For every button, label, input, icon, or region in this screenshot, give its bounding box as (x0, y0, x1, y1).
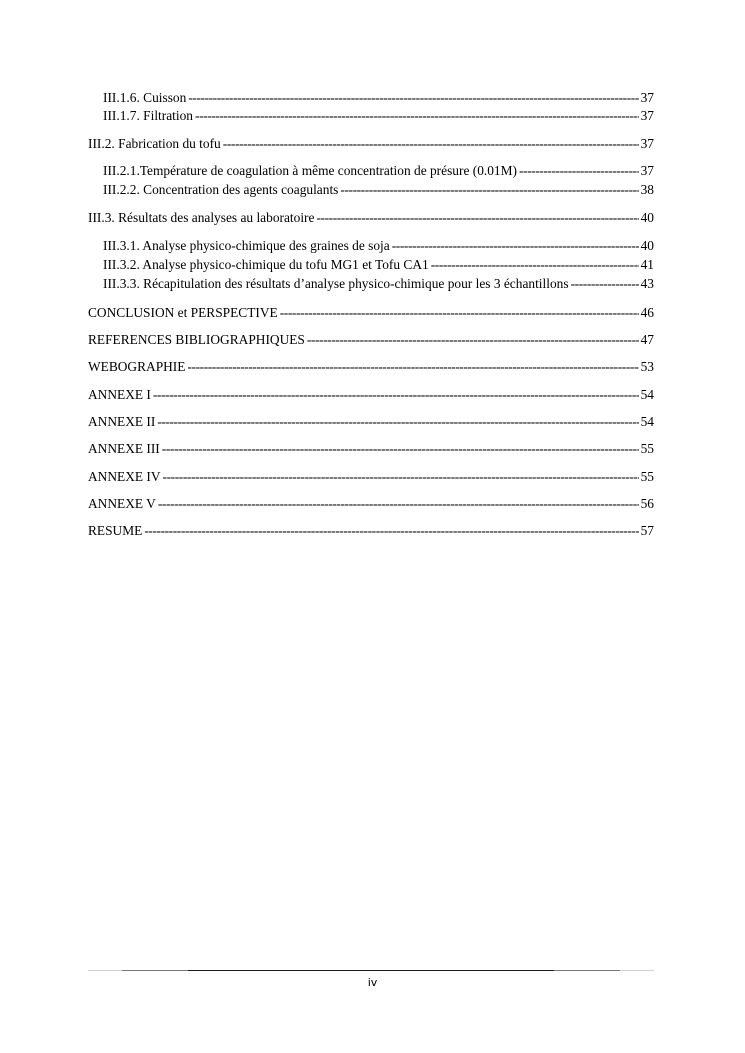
toc-dot-leader (316, 209, 638, 226)
toc-entry-analyse-tofu (103, 256, 654, 273)
toc-entry-title: III.3.2. Analyse physico-chimique du tofu MG1 et Tofu CA1 (103, 257, 429, 272)
toc-dot-leader (157, 413, 638, 430)
toc-entry-analyse-graines-soja (103, 237, 654, 254)
footer-divider-fade-right (554, 970, 620, 971)
toc-dot-leader (187, 358, 638, 375)
toc-entry-page: 55 (640, 441, 654, 456)
toc-entry-references (88, 331, 654, 348)
toc-entry-conclusion (88, 304, 654, 321)
toc-dot-leader (571, 275, 639, 292)
toc-entry-title: ANNEXE I (88, 387, 151, 402)
toc-dot-leader (162, 440, 639, 457)
toc-entry-page: 38 (640, 182, 654, 197)
toc-dot-leader (195, 107, 639, 124)
toc-entry-annexe-5 (88, 495, 654, 512)
toc-entry-annexe-1 (88, 386, 654, 403)
toc-dot-leader (307, 331, 639, 348)
toc-entry-title: CONCLUSION et PERSPECTIVE (88, 305, 278, 320)
toc-entry-annexe-3 (88, 440, 654, 457)
toc-entry-title: III.2.1.Température de coagulation à même concentration de présure (0.01M) (103, 163, 517, 178)
toc-dot-leader (188, 89, 638, 106)
toc-entry-title: III.2. Fabrication du tofu (88, 136, 221, 151)
toc-entry-page: 41 (640, 257, 654, 272)
toc-entry-annexe-4 (88, 468, 654, 485)
toc-entry-webographie (88, 358, 654, 375)
toc-entry-title: ANNEXE III (88, 441, 160, 456)
toc-entry-title: ANNEXE V (88, 496, 156, 511)
toc-entry-title: III.3.1. Analyse physico-chimique des graines de soja (103, 238, 390, 253)
toc-entry-title: ANNEXE IV (88, 469, 161, 484)
toc-dot-leader (431, 256, 639, 273)
toc-dot-leader (163, 468, 639, 485)
page-number: iv (367, 976, 378, 989)
toc-entry-title: III.2.2. Concentration des agents coagulants (103, 182, 339, 197)
toc-entry-page: 54 (640, 387, 654, 402)
toc-entry-title: WEBOGRAPHIE (88, 359, 186, 374)
toc-entry-page: 47 (640, 332, 654, 347)
toc-entry-page: 40 (640, 210, 654, 225)
toc-dot-leader (153, 386, 639, 403)
toc-entry-title: III.3. Résultats des analyses au laboratoire (88, 210, 315, 225)
toc-entry-temperature-coagulation (103, 162, 654, 179)
toc-entry-annexe-2 (88, 413, 654, 430)
toc-entry-cuisson (103, 89, 654, 106)
toc-entry-page: 54 (640, 414, 654, 429)
toc-dot-leader (158, 495, 639, 512)
toc-entry-page: 53 (640, 359, 654, 374)
toc-entry-title: RESUME (88, 523, 143, 538)
toc-entry-title: III.1.6. Cuisson (103, 90, 187, 105)
toc-entry-title: ANNEXE II (88, 414, 156, 429)
toc-dot-leader (340, 181, 638, 198)
toc-entry-page: 37 (640, 108, 654, 123)
toc-entry-page: 43 (640, 276, 654, 291)
toc-dot-leader (223, 135, 639, 152)
toc-entry-fabrication-tofu (88, 135, 654, 152)
toc-dot-leader (280, 304, 639, 321)
toc-entry-page: 40 (640, 238, 654, 253)
toc-entry-title: REFERENCES BIBLIOGRAPHIQUES (88, 332, 305, 347)
toc-dot-leader (519, 162, 639, 179)
toc-dot-leader (392, 237, 639, 254)
footer-divider-fade-left (122, 970, 188, 971)
toc-entry-page: 37 (640, 163, 654, 178)
toc-entry-page: 37 (640, 136, 654, 151)
toc-entry-page: 46 (640, 305, 654, 320)
toc-entry-concentration-agents (103, 181, 654, 198)
footer-divider-center (188, 970, 554, 971)
toc-entry-recapitulation (103, 275, 654, 292)
toc-dot-leader (144, 522, 638, 539)
toc-entry-filtration (103, 107, 654, 124)
toc-entry-page: 55 (640, 469, 654, 484)
toc-entry-page: 57 (640, 523, 654, 538)
toc-entry-resultats-analyses (88, 209, 654, 226)
toc-entry-page: 37 (640, 90, 654, 105)
toc-entry-page: 56 (640, 496, 654, 511)
toc-entry-title: III.3.3. Récapitulation des résultats d’analyse physico-chimique pour les 3 échantillons (103, 276, 569, 291)
toc-entry-resume (88, 522, 654, 539)
toc-entry-title: III.1.7. Filtration (103, 108, 194, 123)
